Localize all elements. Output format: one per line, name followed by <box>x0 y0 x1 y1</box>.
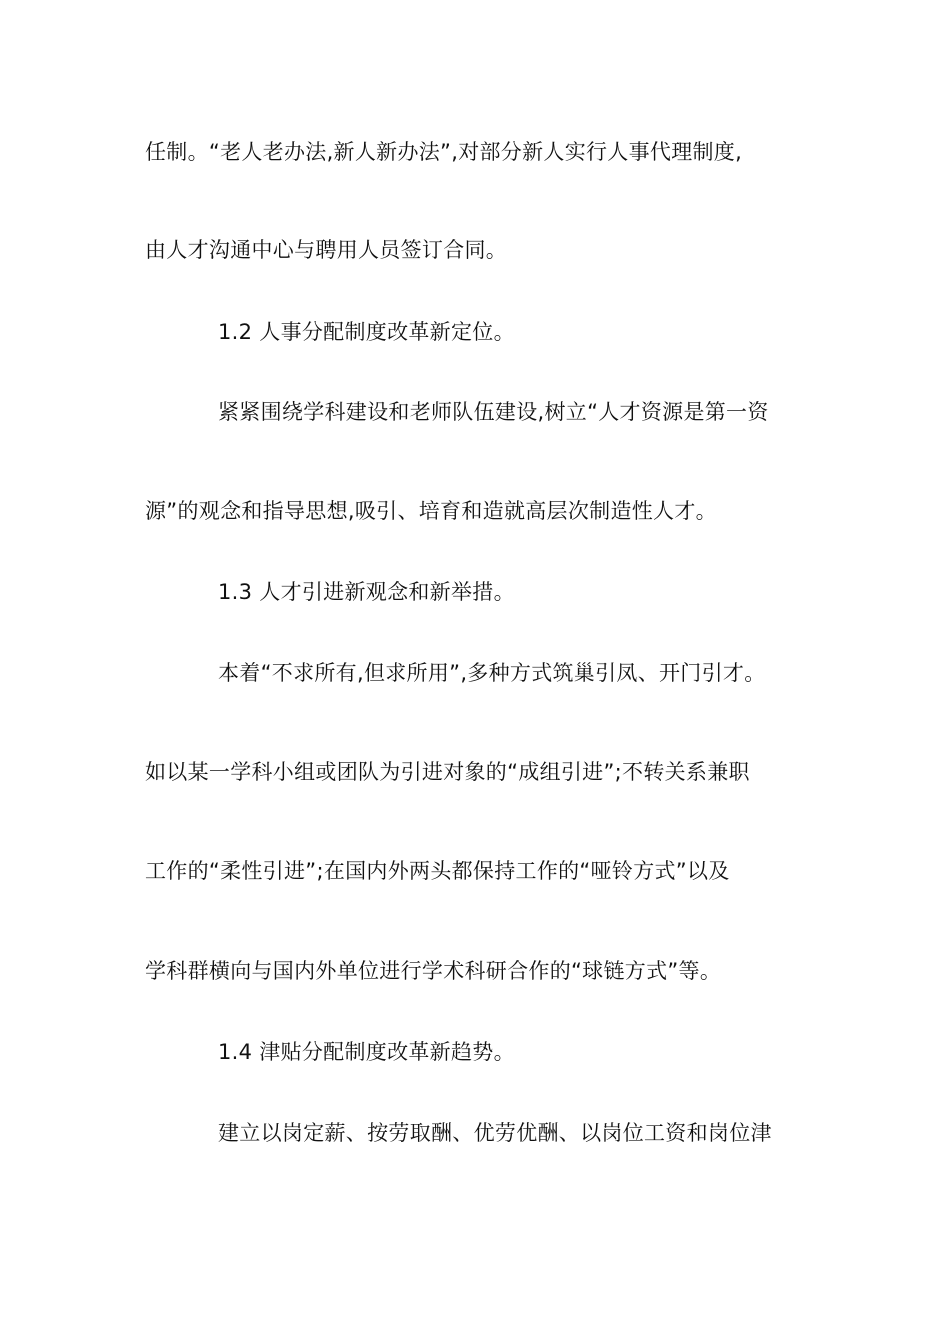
paragraph-line-2: 由人才沟通中心与聘用人员签订合同。 <box>145 238 508 262</box>
section-heading-1-3: 1.3 人才引进新观念和新举措。 <box>218 580 515 604</box>
paragraph-line-9: 建立以岗定薪、按劳取酬、优劳优酬、以岗位工资和岗位津 <box>218 1121 772 1145</box>
section-heading-1-2: 1.2 人事分配制度改革新定位。 <box>218 320 515 344</box>
paragraph-line-8: 学科群横向与国内外单位进行学术科研合作的“球链方式”等。 <box>145 959 722 983</box>
paragraph-line-7: 工作的“柔性引进”;在国内外两头都保持工作的“哑铃方式”以及 <box>145 859 730 883</box>
paragraph-line-6: 如以某一学科小组或团队为引进对象的“成组引进”;不转关系兼职 <box>145 760 750 784</box>
paragraph-line-4: 源”的观念和指导思想,吸引、培育和造就高层次制造性人才。 <box>145 499 717 523</box>
paragraph-line-1: 任制。“老人老办法,新人新办法”,对部分新人实行人事代理制度, <box>145 140 743 164</box>
section-heading-1-4: 1.4 津贴分配制度改革新趋势。 <box>218 1040 515 1064</box>
paragraph-line-3: 紧紧围绕学科建设和老师队伍建设,树立“人才资源是第一资 <box>218 400 769 424</box>
paragraph-line-5: 本着“不求所有,但求所用”,多种方式筑巢引凤、开门引才。 <box>218 661 766 685</box>
